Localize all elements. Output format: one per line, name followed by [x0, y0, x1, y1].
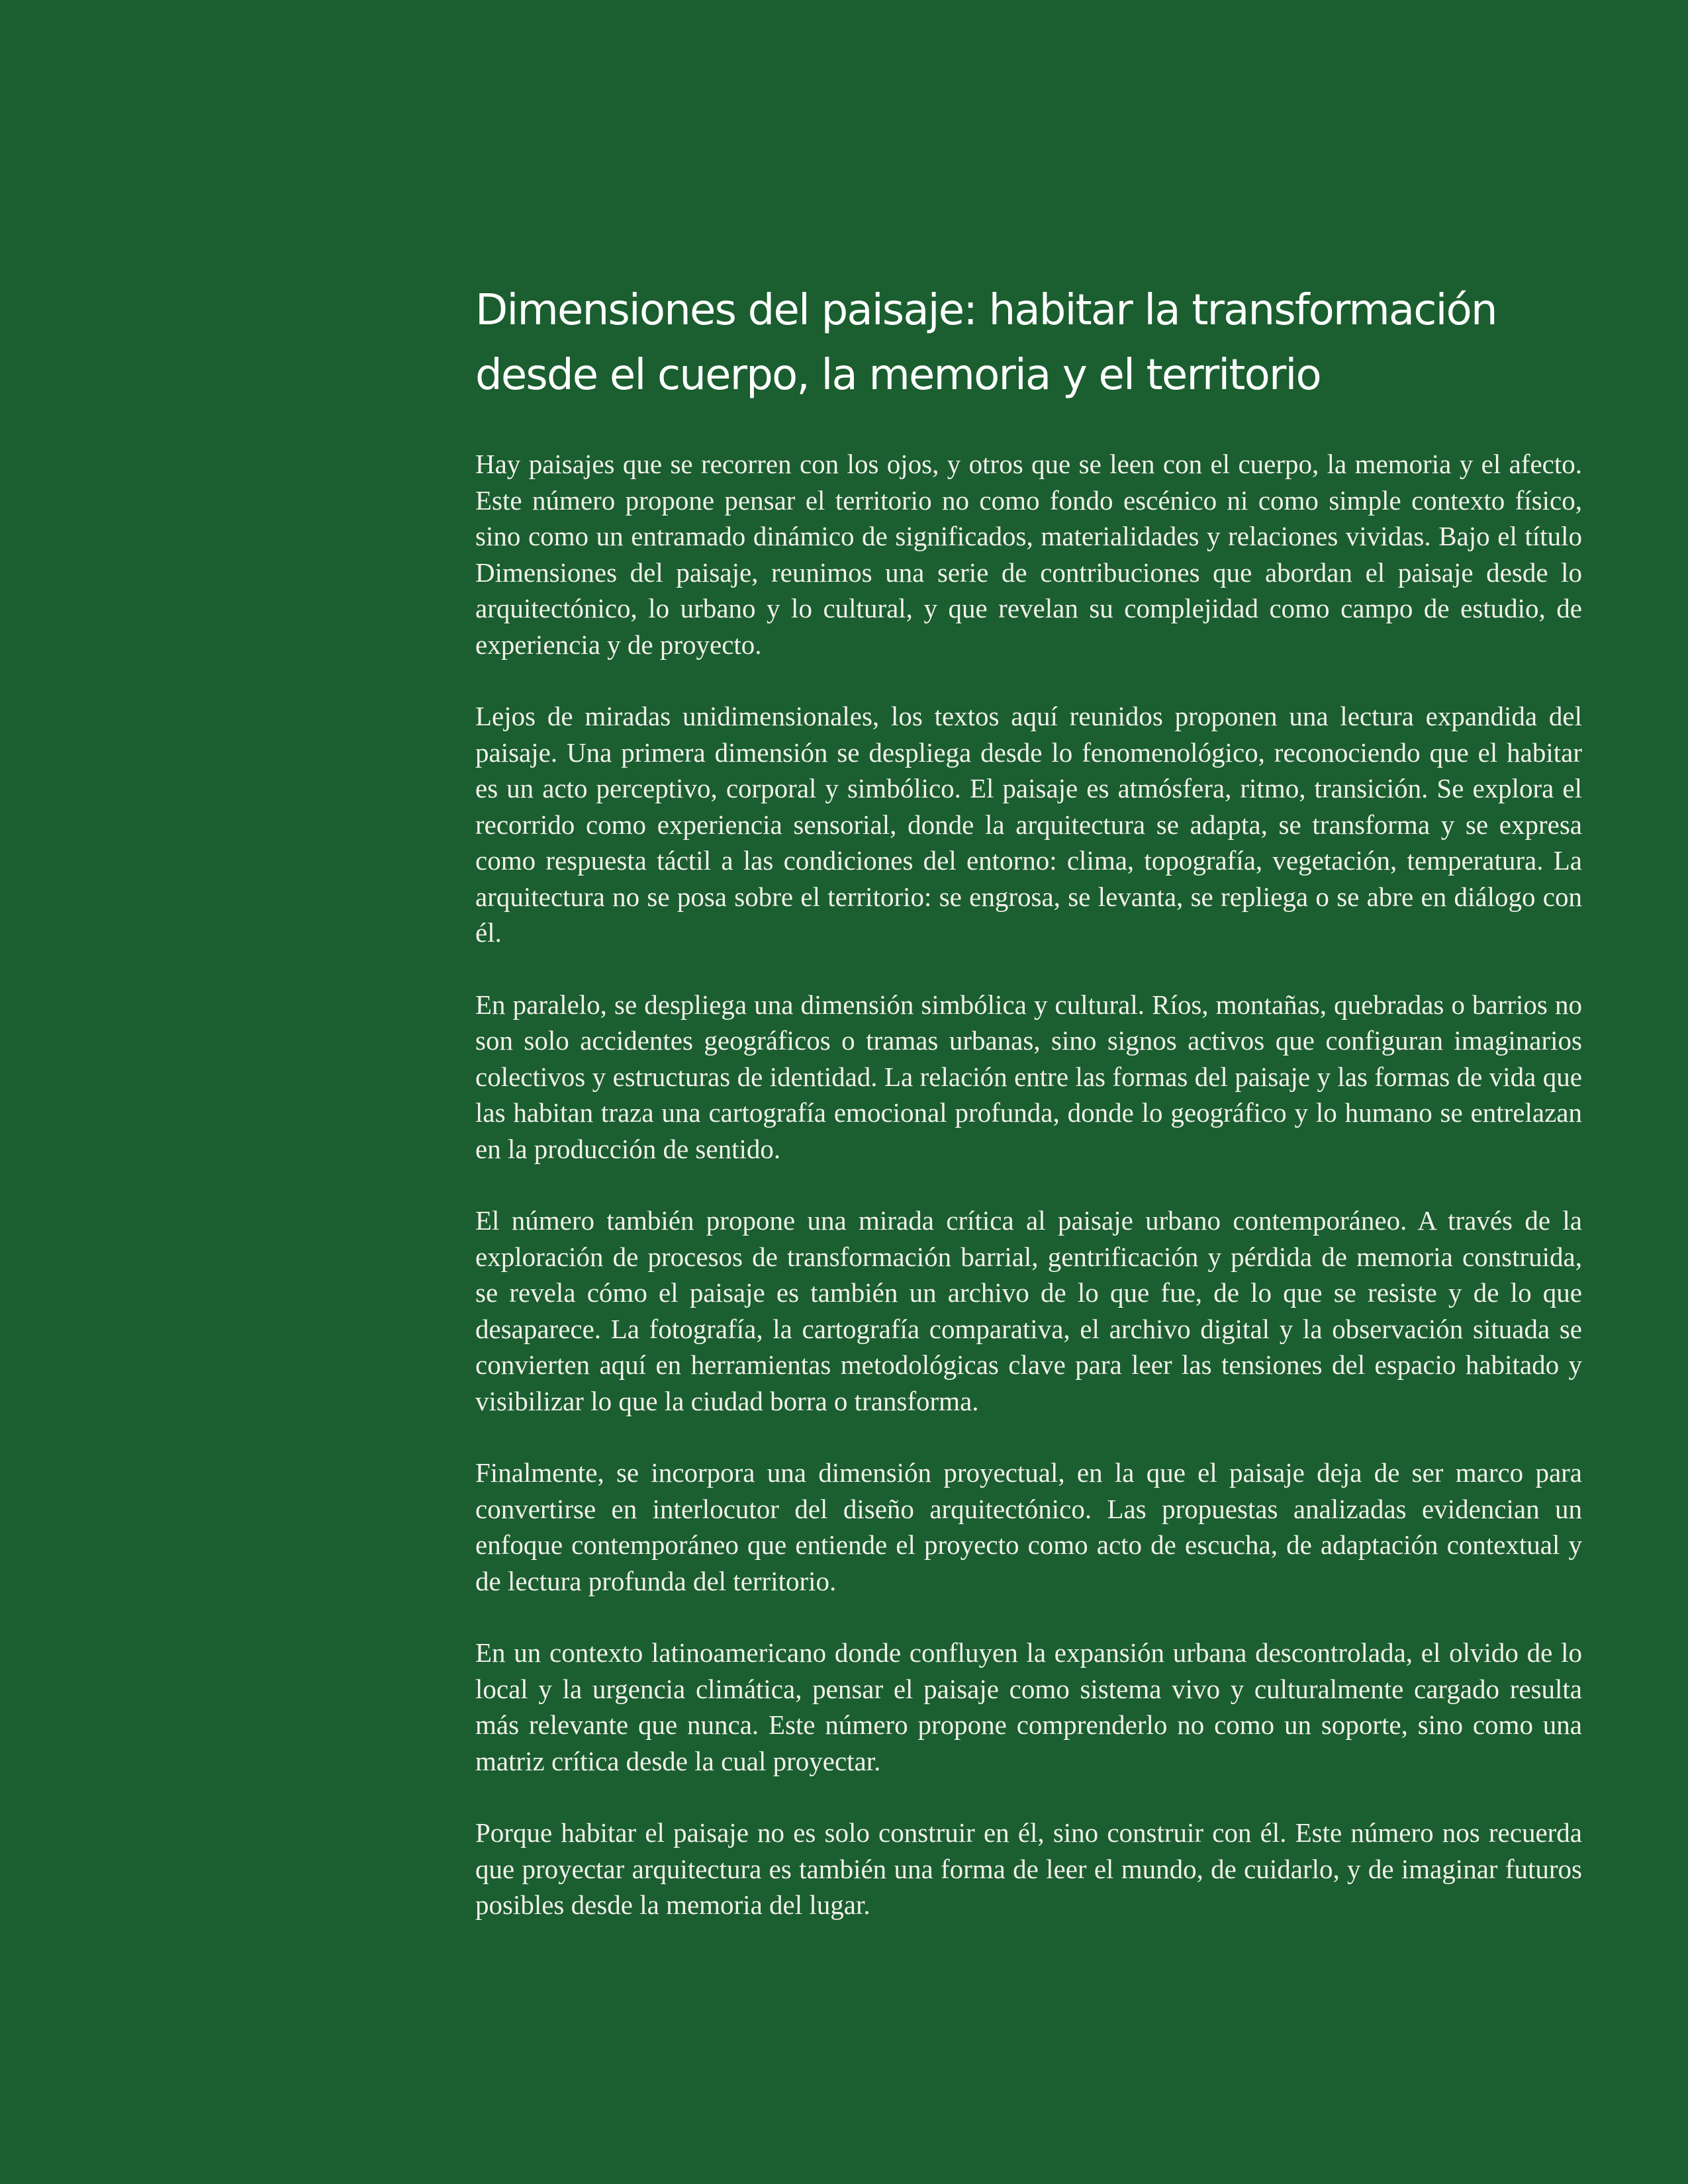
paragraph-3: En paralelo, se despliega una dimensión simbólica y cultural. Ríos, montañas, quebradas o barrios no son solo accidentes geográficos o tramas urbanas, sino signos activos que configuran imaginarios colectivos y estructuras de identidad. La relación entre las formas del paisaje y las formas de vida que las habitan traza una cartografía emocional profunda, donde lo geográfico y lo humano se entrelazan en la producción de sentido. — [475, 989, 1582, 1164]
paragraph-7: Porque habitar el paisaje no es solo construir en él, sino construir con él. Este número nos recuerda que proyectar arquitectura es también una forma de leer el mundo, de cuidarlo, y de imaginar futuros posibles desde la memoria del lugar. — [475, 1817, 1582, 1920]
title-line-1: Dimensiones del paisaje: habitar la transformación — [475, 286, 1497, 335]
paragraph-5: Finalmente, se incorpora una dimensión proyectual, en la que el paisaje deja de ser marco para convertirse en interlocutor del diseño arquitectónico. Las propuestas analizadas evidencian un enfoque contemporáneo que entiende el proyecto como acto de escucha, de adaptación contextual y de lectura profunda del territorio. — [475, 1457, 1582, 1596]
title-line-2: desde el cuerpo, la memoria y el territorio — [475, 351, 1321, 400]
paragraph-6: En un contexto latinoamericano donde confluyen la expansión urbana descontrolada, el olvido de lo local y la urgencia climática, pensar el paisaje como sistema vivo y culturalmente cargado resulta más relevante que nunca. Este número propone comprenderlo no como un soporte, sino como una matriz crítica desde la cual proyectar. — [475, 1637, 1582, 1776]
paragraph-1: Hay paisajes que se recorren con los ojos, y otros que se leen con el cuerpo, la memoria y el afecto. Este número propone pensar el territorio no como fondo escénico ni como simple contexto físico, sino como un entramado dinámico de significados, materialidades y relaciones vividas. Bajo el título Dimensiones del paisaje, reunimos una serie de contribuciones que abordan el paisaje desde lo arquitectónico, lo urbano y lo cultural, y que revelan su complejidad como campo de estudio, de experiencia y de proyecto. — [475, 449, 1582, 660]
article-body — [475, 278, 1582, 1959]
page-title — [475, 278, 1582, 408]
paragraph-4: El número también propone una mirada crítica al paisaje urbano contemporáneo. A través de la exploración de procesos de transformación barrial, gentrificación y pérdida de memoria construida, se revela cómo el paisaje es también un archivo de lo que fue, de lo que se resiste y de lo que desaparece. La fotografía, la cartografía comparativa, el archivo digital y la observación situada se convierten aquí en herramientas metodológicas clave para leer las tensiones del espacio habitado y visibilizar lo que la ciudad borra o transforma. — [475, 1205, 1582, 1416]
paragraph-2: Lejos de miradas unidimensionales, los textos aquí reunidos proponen una lectura expandida del paisaje. Una primera dimensión se despliega desde lo fenomenológico, reconociendo que el habitar es un acto perceptivo, corporal y simbólico. El paisaje es atmósfera, ritmo, transición. Se explora el recorrido como experiencia sensorial, donde la arquitectura se adapta, se transforma y se expresa como respuesta táctil a las condiciones del entorno: clima, topografía, vegetación, temperatura. La arquitectura no se posa sobre el territorio: se engrosa, se levanta, se repliega o se abre en diálogo con él. — [475, 701, 1582, 948]
